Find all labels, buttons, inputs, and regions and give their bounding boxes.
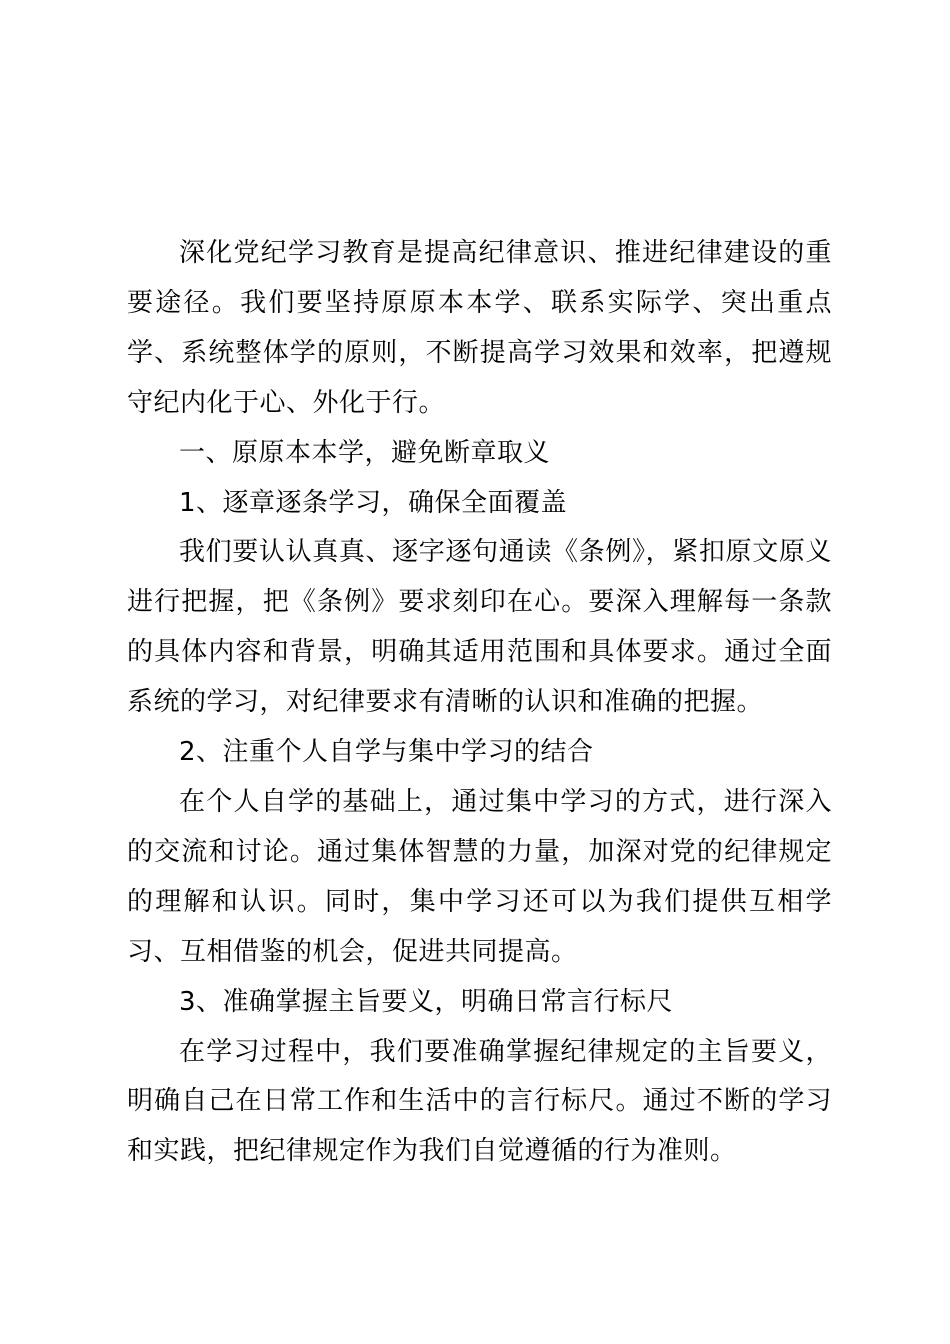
- subsection-body-1: 我们要认认真真、逐字逐句通读《条例》，紧扣原文原义进行把握，把《条例》要求刻印在心。要深入理解每一条款的具体内容和背景，明确其适用范围和具体要求。通过全面系统的学习，对纪律要求有清晰的认识和准确的把握。: [127, 537, 832, 718]
- subsection-heading-2: 2、注重个人自学与集中学习的结合: [179, 737, 594, 768]
- subsection-body-3: 在学习过程中，我们要准确掌握纪律规定的主旨要义，明确自己在日常工作和生活中的言行标尺。通过不断的学习和实践，把纪律规定作为我们自觉遵循的行为准则。: [127, 1036, 832, 1167]
- intro-paragraph: 深化党纪学习教育是提高纪律意识、推进纪律建设的重要途径。我们要坚持原原本本学、联系实际学、突出重点学、系统整体学的原则，不断提高学习效果和效率，把遵规守纪内化于心、外化于行。: [127, 238, 832, 418]
- subsection-heading-1: 1、逐章逐条学习，确保全面覆盖: [179, 487, 568, 518]
- section-heading: 一、原原本本学，避免断章取义: [179, 437, 551, 468]
- subsection-body-2: 在个人自学的基础上，通过集中学习的方式，进行深入的交流和讨论。通过集体智慧的力量，加深对党的纪律规定的理解和认识。同时，集中学习还可以为我们提供互相学习、互相借鉴的机会，促进共同提高。: [127, 786, 832, 967]
- document-body: [127, 229, 832, 1177]
- subsection-heading-3: 3、准确掌握主旨要义，明确日常言行标尺: [179, 986, 674, 1017]
